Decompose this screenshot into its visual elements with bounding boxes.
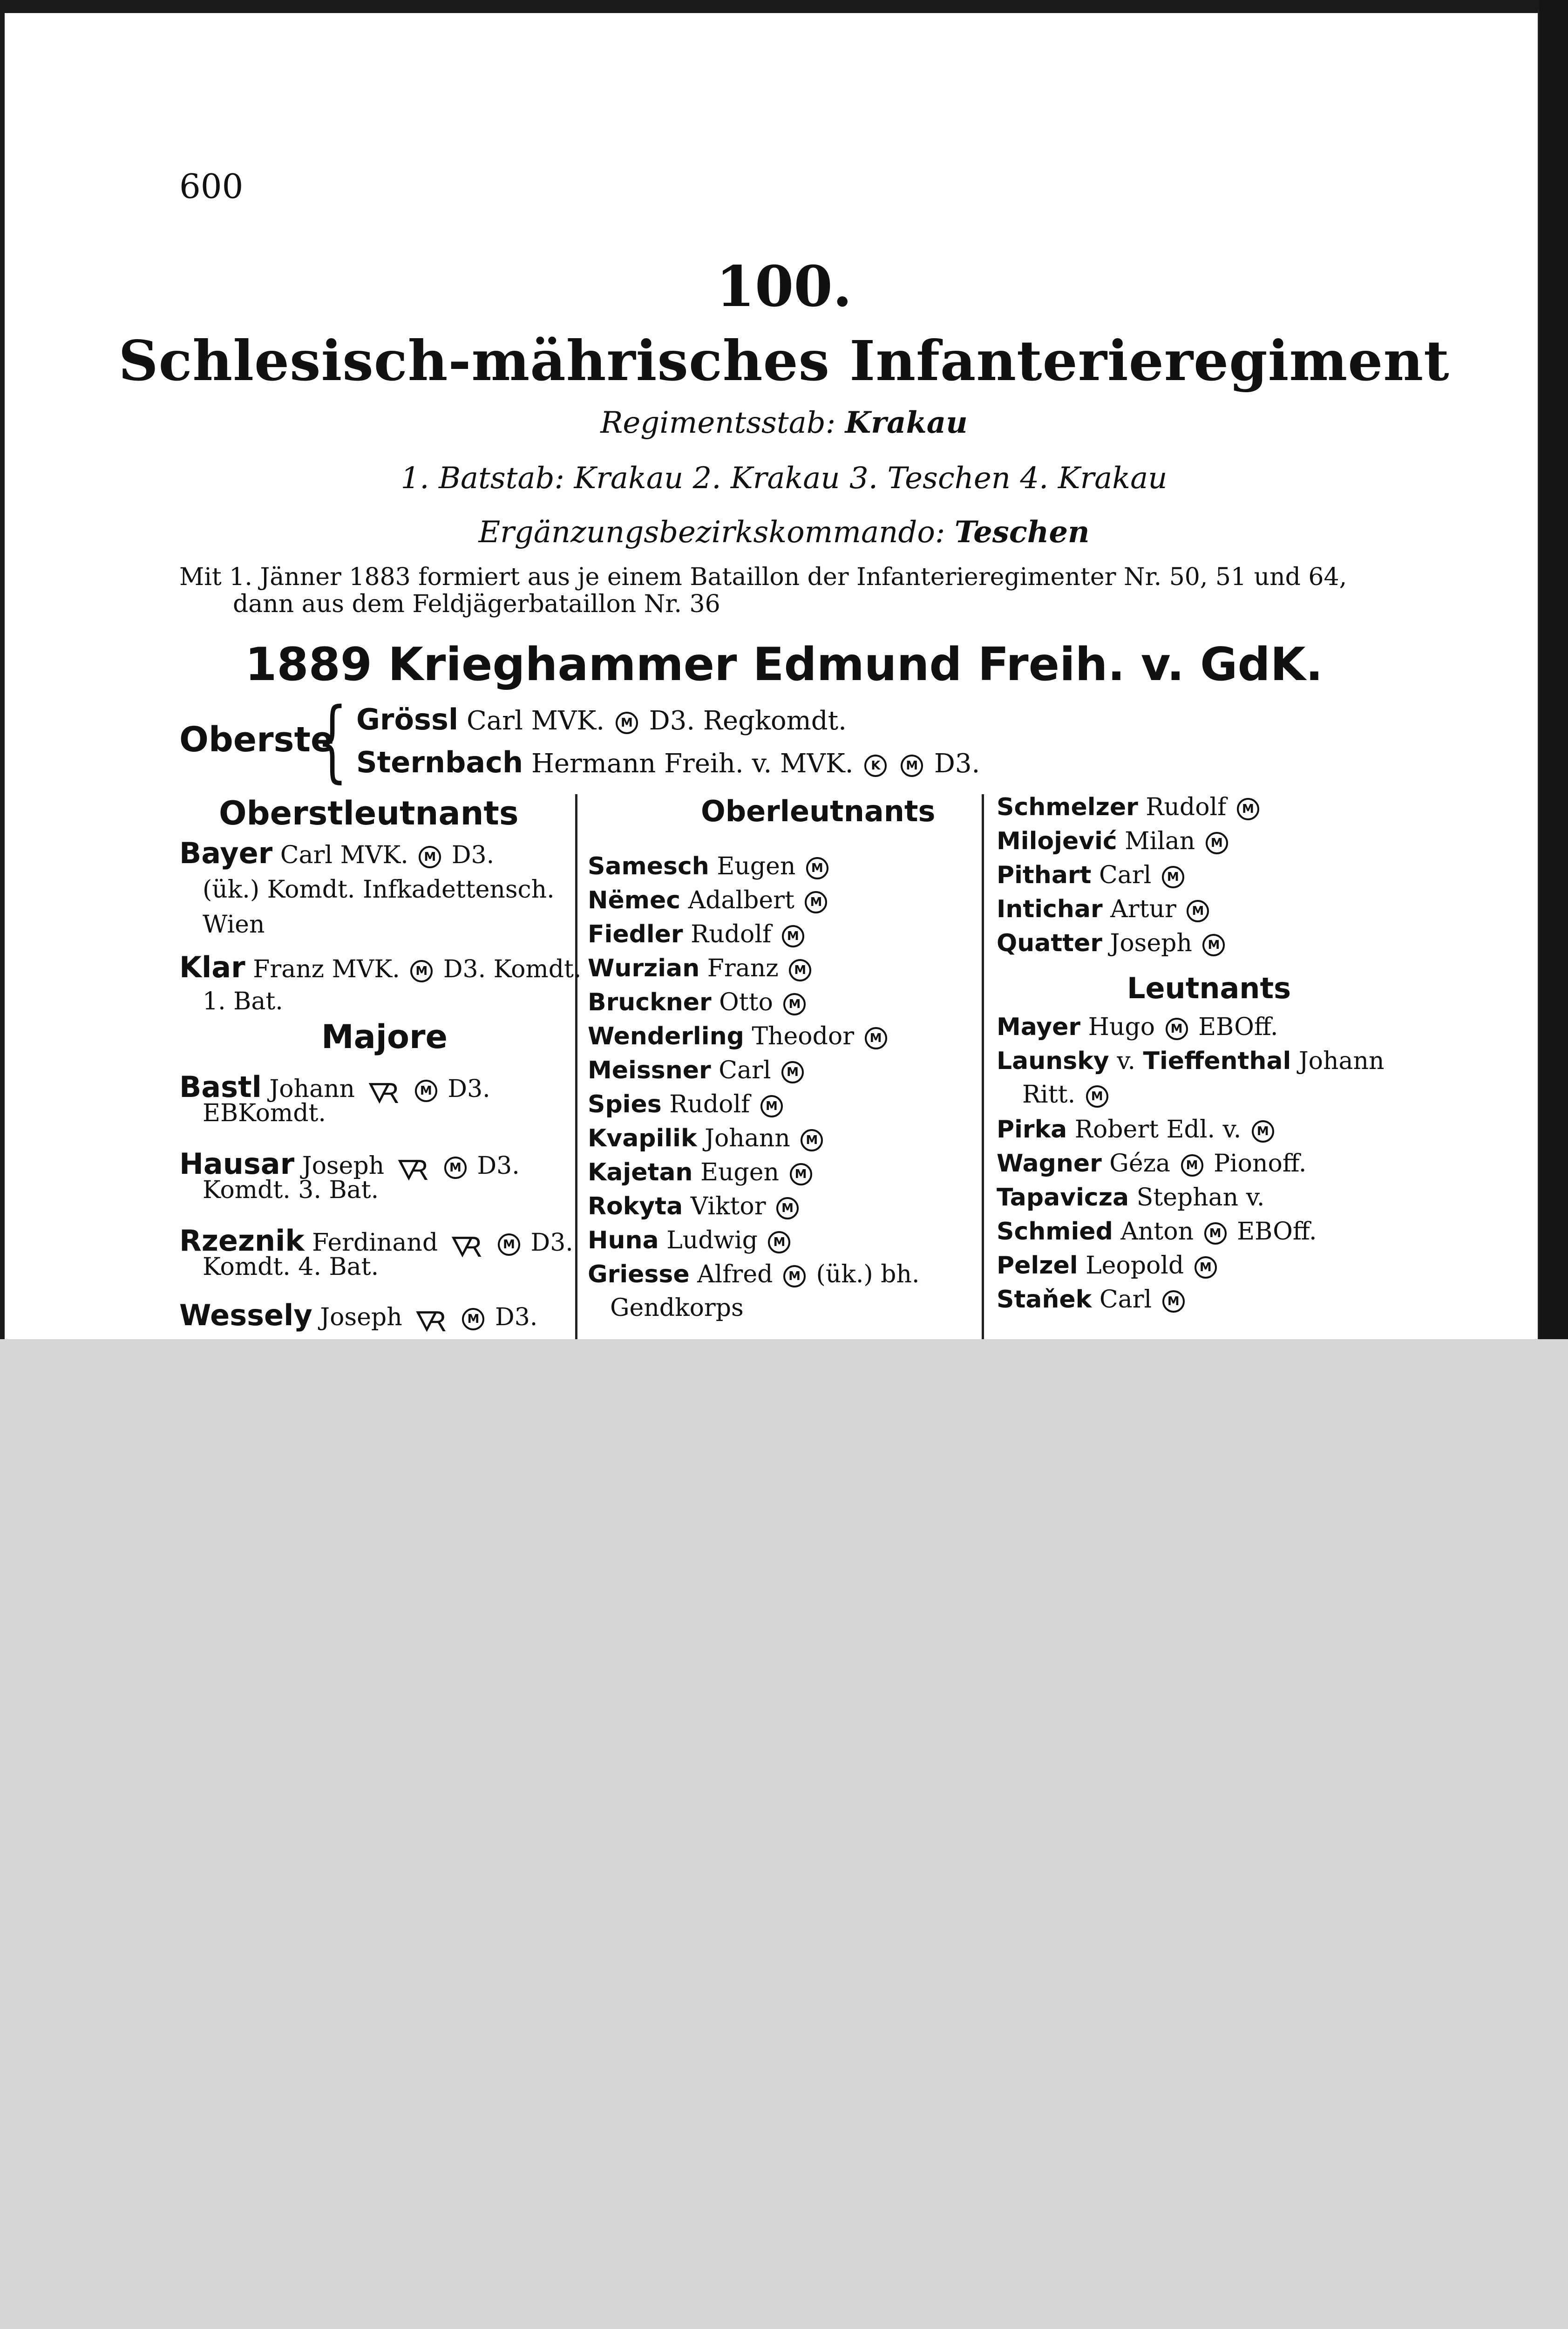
officer-name: Tieffenthal (1143, 1047, 1291, 1075)
officer-details: v. (1117, 1047, 1135, 1075)
batstab-line: 1. Batstab: Krakau 2. Krakau 3. Teschen 4. Krakau (400, 461, 1168, 496)
officer-entry (588, 1226, 793, 1254)
officer-name: Milojević (997, 827, 1117, 855)
officer-details: Pionoff. (1214, 1150, 1307, 1178)
officer-details: Ferdinand (312, 1229, 438, 1257)
officer-details: D3. (530, 1229, 573, 1257)
merit-medal-icon: M (1162, 866, 1184, 888)
officer-name: Rokyta (588, 1192, 683, 1220)
merit-medal-icon: M (1195, 1256, 1217, 1279)
cross-medal-icon: K (864, 755, 887, 777)
column-divider (575, 794, 577, 1339)
officer-entry (997, 1047, 1384, 1075)
officer-name: Wagner (997, 1150, 1102, 1178)
regiment-owner: 1889 Krieghammer Edmund Freih. v. GdK. (245, 638, 1323, 691)
merit-medal-icon: M (1206, 832, 1228, 854)
officer-name: Schmelzer (997, 793, 1138, 821)
officer-details: Otto (719, 988, 773, 1016)
stab-label: Regimentsstab: (600, 406, 836, 440)
officer-details: Eugen (717, 852, 796, 880)
officer-details: EBOff. (1198, 1013, 1278, 1041)
officer-entry (588, 852, 831, 880)
merit-medal-icon: M (805, 891, 827, 913)
officer-entry (179, 836, 494, 870)
merit-medal-icon: M (783, 1265, 806, 1287)
officer-details: Rudolf (1146, 793, 1227, 821)
officer-name: Quatter (997, 929, 1102, 957)
merit-medal-icon: M (1166, 1018, 1188, 1040)
officer-details: Leopold (1086, 1252, 1184, 1280)
officer-entry (588, 1056, 807, 1084)
oberst-name: Sternbach (356, 745, 523, 779)
decoration-ring-icon: 🜆 (396, 1154, 429, 1187)
merit-medal-icon: M (1204, 1222, 1227, 1245)
oberst-entry (356, 702, 847, 736)
officer-entry (997, 895, 1212, 923)
officer-entry (997, 861, 1187, 889)
officer-entry (588, 886, 830, 914)
merit-medal-icon: M (790, 1163, 812, 1185)
officer-name: Pirka (997, 1116, 1067, 1144)
merit-medal-icon: M (1237, 798, 1259, 820)
section-heading: Leutnants (1127, 971, 1291, 1005)
merit-medal-icon: M (1187, 900, 1209, 922)
officer-entry (997, 929, 1228, 957)
oberst-details: D3. Regkomdt. (649, 706, 847, 736)
officer-name: Tapavicza (997, 1184, 1129, 1212)
officer-name: Bastl (179, 1070, 262, 1104)
merit-medal-icon: M (462, 1308, 484, 1330)
officer-entry (588, 1192, 801, 1220)
officer-details: Robert Edl. v. (1074, 1116, 1242, 1144)
scan-border-top (0, 0, 1568, 13)
officer-entry-line: Komdt. 3. Bat. (203, 1176, 379, 1204)
officer-entry (179, 1290, 537, 1339)
officer-entry-line: Komdt. 4. Bat. (203, 1253, 379, 1281)
merit-medal-icon: M (901, 755, 923, 777)
officer-entry (997, 827, 1231, 855)
oberst-details: Hermann Freih. v. MVK. (531, 749, 854, 779)
merit-medal-icon: M (781, 1061, 804, 1083)
ergaenzung-line (0, 515, 1568, 550)
officer-details: Alfred (697, 1260, 773, 1288)
officer-name: Bruckner (588, 988, 712, 1016)
officer-details: Ludwig (666, 1226, 758, 1254)
merit-medal-icon: M (498, 1233, 520, 1256)
officer-details: Adalbert (688, 886, 794, 914)
officer-name: Nëmec (588, 886, 681, 914)
merit-medal-icon: M (783, 993, 806, 1015)
officer-details: Stephan v. (1136, 1184, 1265, 1212)
history-note-line-2: dann aus dem Feldjägerbataillon Nr. 36 (233, 590, 720, 618)
officer-details: Ritt. (1022, 1081, 1076, 1109)
merit-medal-icon: M (415, 1080, 437, 1102)
officer-name: Bayer (179, 836, 273, 870)
officer-name: Pithart (997, 861, 1092, 889)
regiment-title: Schlesisch-mährisches Infanterieregiment (118, 328, 1450, 393)
officer-details: D3. (451, 841, 495, 869)
merit-medal-icon: M (789, 959, 811, 981)
merit-medal-icon: M (801, 1129, 823, 1151)
merit-medal-icon: M (1086, 1085, 1108, 1108)
officer-name: Kvapilik (588, 1124, 697, 1152)
merit-medal-icon: M (1202, 934, 1225, 956)
merit-medal-icon: M (1162, 1290, 1185, 1313)
officer-details: Franz (707, 954, 779, 982)
regimentsstab-line (0, 405, 1568, 440)
officer-name: Fiedler (588, 920, 683, 948)
officer-details: Theodor (752, 1022, 855, 1050)
officer-name: Wurzian (588, 954, 700, 982)
officer-entry-line: Wien (203, 911, 265, 939)
officer-details: Joseph (302, 1152, 385, 1180)
merit-medal-icon: M (444, 1157, 467, 1179)
officer-details: Artur (1110, 895, 1176, 923)
officer-details: D3. (477, 1152, 520, 1180)
officer-name: Huna (588, 1226, 659, 1254)
officer-name: Pelzel (997, 1252, 1078, 1280)
oberst-name: Grössl (356, 702, 459, 736)
officer-details: Joseph (320, 1303, 402, 1331)
regiment-number: 100. (716, 254, 852, 320)
officer-entry (997, 1286, 1188, 1314)
officer-name: Klar (179, 950, 245, 984)
officer-details: Rudolf (691, 920, 772, 948)
merit-medal-icon: M (782, 925, 804, 947)
officer-name: Schmied (997, 1218, 1113, 1246)
officer-name: Launsky (997, 1047, 1109, 1075)
officer-entry (997, 1252, 1220, 1280)
brace-symbol: { (317, 689, 348, 792)
officer-details: Carl (1099, 861, 1152, 889)
erg-place: Teschen (954, 515, 1090, 550)
oberst-entry (356, 745, 980, 779)
officer-entry-line: EBKomdt. (203, 1099, 326, 1127)
officer-details: Géza (1109, 1150, 1170, 1178)
officer-details: Franz MVK. (253, 955, 400, 983)
stab-place: Krakau (845, 405, 968, 440)
officer-entry-line: 1. Bat. (203, 987, 283, 1015)
officer-entry (997, 1218, 1317, 1246)
oberst-details: Carl MVK. (466, 706, 605, 736)
officer-entry (588, 1158, 815, 1186)
officer-entry-line: (ük.) Komdt. Infkadettensch. (203, 876, 555, 904)
officer-details: Milan (1125, 827, 1195, 855)
merit-medal-icon: M (768, 1231, 790, 1253)
officer-details: Anton (1120, 1218, 1194, 1246)
officer-name: Meissner (588, 1056, 711, 1084)
merit-medal-icon: M (760, 1095, 783, 1117)
decoration-ring-icon: 🜆 (367, 1077, 400, 1110)
officer-entry-line (1022, 1081, 1111, 1109)
officer-entry (588, 1090, 786, 1118)
officer-details: Carl (1099, 1286, 1152, 1314)
officer-name: Intichar (997, 895, 1103, 923)
officer-details: D3. (495, 1303, 538, 1331)
officer-name: Griesse (588, 1260, 690, 1288)
officer-name: Hausar (179, 1147, 295, 1181)
officer-entry (997, 1150, 1306, 1178)
officer-entry (588, 954, 814, 982)
officer-details: EBOff. (1237, 1218, 1317, 1246)
page-number: 600 (179, 167, 244, 206)
officer-details: Eugen (700, 1158, 779, 1186)
oberste-label: Oberste (179, 720, 334, 760)
officer-name: Spies (588, 1090, 662, 1118)
section-heading: Oberstleutnants (219, 794, 519, 832)
officer-entry (588, 988, 808, 1016)
officer-name: Wessely (179, 1298, 312, 1332)
merit-medal-icon: M (410, 960, 433, 982)
merit-medal-icon: M (865, 1027, 887, 1049)
officer-details: (ük.) bh. (816, 1260, 920, 1288)
officer-name: Wenderling (588, 1022, 744, 1050)
officer-entry (997, 1184, 1264, 1212)
officer-entry (179, 950, 581, 984)
officer-details: Johann (1298, 1047, 1385, 1075)
officer-entry (997, 1116, 1277, 1144)
merit-medal-icon: M (419, 846, 441, 868)
section-heading: Majore (321, 1018, 448, 1056)
blank-background-area (0, 1339, 1568, 2329)
officer-details: Carl (719, 1056, 771, 1084)
oberst-details: D3. (934, 749, 980, 779)
officer-details: Viktor (690, 1192, 766, 1220)
officer-details: D3. (448, 1075, 490, 1103)
decoration-ring-icon: 🜆 (414, 1306, 447, 1338)
officer-name: Kajetan (588, 1158, 693, 1186)
officer-entry (588, 920, 807, 948)
decoration-ring-icon: 🜆 (450, 1231, 483, 1264)
history-note-line-1: Mit 1. Jänner 1883 formiert aus je einem Bataillon der Infanterieregimenter Nr. 50, 51 und 64, (179, 563, 1347, 591)
officer-details: Hugo (1088, 1013, 1155, 1041)
merit-medal-icon: M (806, 857, 828, 879)
officer-details: Rudolf (669, 1090, 750, 1118)
merit-medal-icon: M (1181, 1154, 1203, 1177)
officer-details: Johann (705, 1124, 790, 1152)
officer-details: Joseph (1110, 929, 1192, 957)
officer-entry (588, 1260, 920, 1288)
officer-entry (997, 793, 1262, 821)
merit-medal-icon: M (776, 1197, 799, 1219)
erg-label: Ergänzungsbezirkskommando: (478, 515, 945, 550)
officer-name: Staňek (997, 1286, 1092, 1314)
officer-name: Mayer (997, 1013, 1081, 1041)
officer-details: Carl MVK. (280, 841, 408, 869)
column-divider (982, 794, 984, 1339)
officer-name: Samesch (588, 852, 709, 880)
section-heading: Oberleutnants (701, 794, 936, 828)
officer-entry (997, 1013, 1278, 1041)
officer-details: D3. Komdt. (443, 955, 582, 983)
officer-details: Johann (269, 1075, 355, 1103)
officer-entry (588, 1022, 890, 1050)
officer-entry (588, 1124, 826, 1152)
officer-entry-line: Gendkorps (610, 1294, 744, 1322)
merit-medal-icon: M (1252, 1120, 1274, 1143)
merit-medal-icon: M (616, 712, 638, 734)
officer-name: Rzeznik (179, 1224, 305, 1258)
